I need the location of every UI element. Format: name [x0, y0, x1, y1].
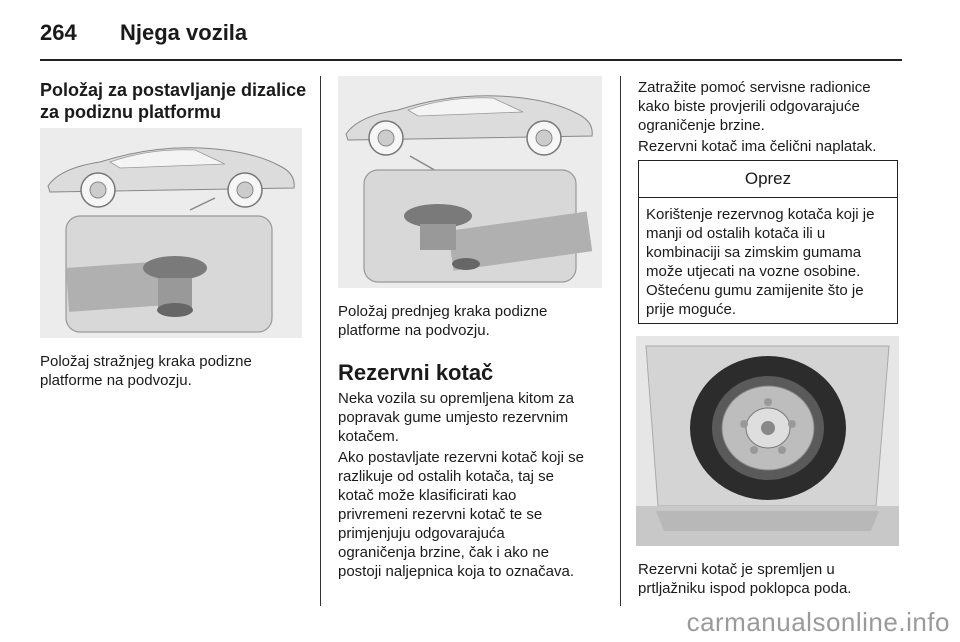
text-line: kotač može klasificirati kao [338, 487, 517, 504]
caption-line: platforme na podvozju. [338, 322, 490, 339]
text-line: ograničenje brzine. [638, 117, 765, 134]
text-line: može utjecati na vozne osobine. [646, 263, 861, 280]
figure-rear-lift-point [40, 128, 302, 338]
paragraph-repair-kit [338, 389, 574, 446]
text-line: privremeni rezervni kotač te se [338, 506, 543, 523]
figure-front-lift-point [338, 76, 602, 288]
column-divider-2 [620, 76, 621, 606]
caption-rear-lift-point [40, 352, 252, 390]
text-line: kotačem. [338, 428, 399, 445]
paragraph-service-help [638, 78, 871, 135]
caption-line: Rezervni kotač je spremljen u [638, 561, 835, 578]
text-line: kombinaciji sa zimskim gumama [646, 244, 862, 261]
caption-line: Položaj prednjeg kraka podizne [338, 303, 548, 320]
text-line: Oštećenu gumu zamijenite što je [646, 282, 864, 299]
page-header [40, 14, 902, 58]
caption-line: platforme na podvozju. [40, 372, 192, 389]
watermark-text: carmanualsonline.info [686, 607, 950, 637]
text-line: Neka vozila su opremljena kitom za [338, 390, 574, 407]
column-divider-1 [320, 76, 321, 606]
caption-spare-wheel-location [638, 560, 851, 598]
section-heading-lift-points [40, 79, 306, 123]
caution-box [638, 160, 898, 324]
text-line: popravak gume umjesto rezervnim [338, 409, 569, 426]
text-line: Zatražite pomoć servisne radionice [638, 79, 871, 96]
heading-line: za podiznu platformu [40, 102, 221, 122]
figure-spare-wheel-trunk [636, 336, 899, 546]
text-line: prije moguće. [646, 301, 737, 318]
paragraph-steel-rim: Rezervni kotač ima čelični naplatak. [638, 138, 877, 155]
caption-line: Položaj stražnjeg kraka podizne [40, 353, 252, 370]
text-line: primjenjuju odgovarajuća [338, 525, 505, 542]
header-rule [40, 59, 902, 61]
page-title: Njega vozila [120, 20, 248, 45]
caution-title: Oprez [639, 161, 897, 198]
text-line: postoji naljepnica koja to označava. [338, 563, 574, 580]
caption-line: prtljažniku ispod poklopca poda. [638, 580, 852, 597]
heading-line: Položaj za postavljanje dizalice [40, 80, 307, 100]
paragraph-temporary-spare [338, 448, 584, 581]
text-line: manji od ostalih kotača ili u [646, 225, 826, 242]
caution-body [639, 198, 897, 319]
section-title-spare-wheel: Rezervni kotač [338, 360, 494, 385]
page-number: 264 [40, 20, 77, 45]
text-line: Ako postavljate rezervni kotač koji se [338, 449, 584, 466]
caption-front-lift-point [338, 302, 547, 340]
text-line: ograničenja brzine, čak i ako ne [338, 544, 549, 561]
text-line: kako biste provjerili odgovarajuće [638, 98, 860, 115]
text-line: razlikuje od ostalih kotača, taj se [338, 468, 554, 485]
text-line: Korištenje rezervnog kotača koji je [646, 206, 875, 223]
